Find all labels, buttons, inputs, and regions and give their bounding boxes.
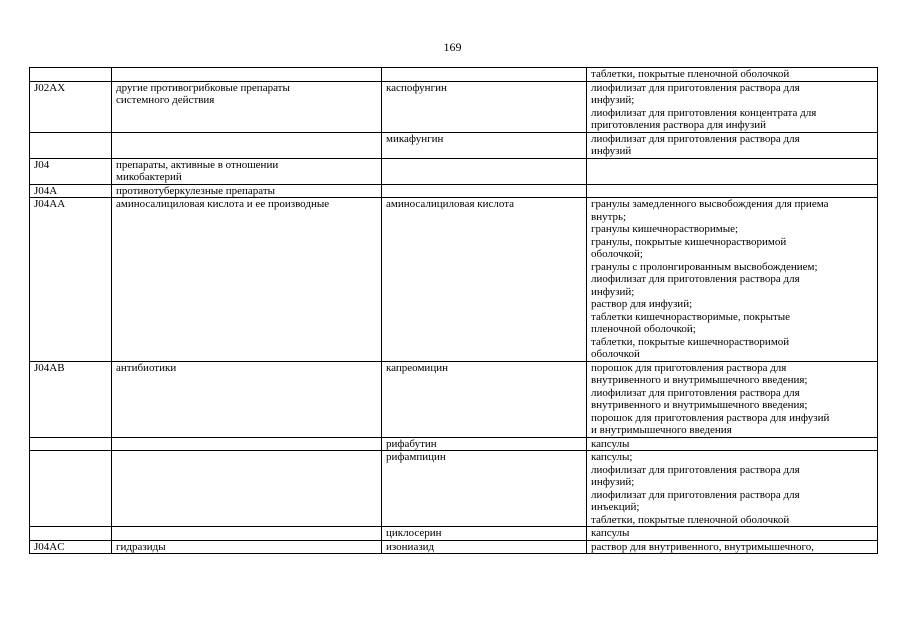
dosage-form-cell-line: капсулы; (591, 451, 633, 463)
dosage-form-cell-line: гранулы кишечнорастворимые; (591, 223, 739, 235)
dosage-form-cell-line: лиофилизат для приготовления раствора для (591, 132, 800, 145)
dosage-form-cell-line: инфузий (591, 145, 632, 157)
dosage-form-cell-line: таблетки кишечнорастворимые, покрытые (591, 310, 791, 323)
dosage-form-cell-line: инфузий; (591, 285, 635, 298)
drug-name-cell: микафунгин (382, 132, 587, 158)
pharm-group-cell-line: другие противогрибковые препараты (116, 81, 290, 94)
atc-code-cell (30, 68, 112, 82)
pharm-group-cell (112, 68, 382, 82)
atc-code-cell: J04 (30, 158, 112, 184)
pharm-group-cell (112, 451, 382, 527)
table-row (30, 132, 878, 158)
dosage-form-cell-line: капсулы (591, 437, 630, 450)
pharm-group-cell (112, 527, 382, 541)
dosage-form-cell (587, 527, 878, 541)
dosage-form-cell-line: внутривенного и внутримышечного введения; (591, 399, 808, 411)
table-body (30, 68, 878, 554)
dosage-form-cell-line: гранулы замедленного высвобождения для приема (591, 198, 829, 210)
drug-name-cell: рифабутин (382, 437, 587, 451)
dosage-form-cell-line: лиофилизат для приготовления раствора для (591, 386, 800, 399)
dosage-form-cell-line: оболочкой; (591, 248, 643, 260)
dosage-form-cell (587, 361, 878, 437)
dosage-form-cell (587, 451, 878, 527)
atc-code-cell: J04AB (30, 361, 112, 437)
pharm-group-cell (112, 184, 382, 198)
pharm-group-cell (112, 132, 382, 158)
dosage-form-cell-line: приготовления раствора для инфузий (591, 119, 766, 131)
dosage-form-cell-line: таблетки, покрытые пленочной оболочкой (591, 513, 790, 526)
dosage-form-cell-line: инъекций; (591, 501, 640, 513)
drug-classification-table (29, 67, 878, 554)
dosage-form-cell (587, 540, 878, 554)
pharm-group-cell (112, 361, 382, 437)
dosage-form-cell-line: и внутримышечного введения (591, 424, 732, 436)
dosage-form-cell (587, 68, 878, 82)
atc-code-cell (30, 132, 112, 158)
dosage-form-cell-line: порошок для приготовления раствора для (591, 361, 787, 374)
table-row (30, 540, 878, 554)
drug-name-cell (382, 158, 587, 184)
pharm-group-cell (112, 437, 382, 451)
dosage-form-cell-line: раствор для внутривенного, внутримышечного, (591, 540, 815, 553)
pharm-group-cell-line: противотуберкулезные препараты (116, 184, 276, 197)
pharm-group-cell-line: гидразиды (116, 540, 166, 553)
table-row (30, 184, 878, 198)
drug-name-cell: циклосерин (382, 527, 587, 541)
dosage-form-cell (587, 132, 878, 158)
dosage-form-cell-line: оболочкой (591, 348, 640, 360)
table-row (30, 437, 878, 451)
atc-code-cell (30, 451, 112, 527)
dosage-form-cell (587, 81, 878, 132)
table-row (30, 68, 878, 82)
dosage-form-cell-line: таблетки, покрытые пленочной оболочкой (591, 68, 790, 80)
table-row (30, 361, 878, 437)
drug-name-cell: рифампицин (382, 451, 587, 527)
atc-code-cell (30, 437, 112, 451)
pharm-group-cell (112, 540, 382, 554)
dosage-form-cell-line: лиофилизат для приготовления раствора для (591, 463, 800, 476)
atc-code-cell: J02AX (30, 81, 112, 132)
pharm-group-cell (112, 198, 382, 362)
pharm-group-cell (112, 81, 382, 132)
drug-name-cell: аминосалициловая кислота (382, 198, 587, 362)
table-row (30, 451, 878, 527)
dosage-form-cell-line: гранулы, покрытые кишечнорастворимой (591, 235, 787, 248)
dosage-form-cell-line: пленочной оболочкой; (591, 323, 696, 335)
page-number: 169 (443, 40, 462, 54)
drug-name-cell: капреомицин (382, 361, 587, 437)
dosage-form-cell-line: лиофилизат для приготовления концентрата для (591, 106, 817, 119)
dosage-form-cell (587, 437, 878, 451)
drug-name-cell: изониазид (382, 540, 587, 554)
atc-code-cell (30, 527, 112, 541)
table-row (30, 527, 878, 541)
pharm-group-cell-line: микобактерий (116, 171, 182, 183)
atc-code-cell: J04A (30, 184, 112, 198)
drug-name-cell (382, 68, 587, 82)
pharm-group-cell-line: системного действия (116, 94, 215, 106)
dosage-form-cell (587, 198, 878, 362)
table-row (30, 158, 878, 184)
dosage-form-cell-line: лиофилизат для приготовления раствора для (591, 273, 800, 285)
table-row (30, 198, 878, 362)
table-row (30, 81, 878, 132)
atc-code-cell: J04AA (30, 198, 112, 362)
dosage-form-cell-line: лиофилизат для приготовления раствора для (591, 488, 800, 501)
drug-name-cell: каспофунгин (382, 81, 587, 132)
dosage-form-cell-line: лиофилизат для приготовления раствора для (591, 81, 800, 94)
dosage-form-cell-line: капсулы (591, 527, 630, 539)
dosage-form-cell-line: таблетки, покрытые кишечнорастворимой (591, 335, 790, 348)
drug-name-cell (382, 184, 587, 198)
dosage-form-cell (587, 184, 878, 198)
pharm-group-cell-line: аминосалициловая кислота и ее производные (116, 198, 330, 210)
pharm-group-cell-line: антибиотики (116, 361, 177, 374)
dosage-form-cell-line: внутривенного и внутримышечного введения; (591, 374, 808, 386)
atc-code-cell: J04AC (30, 540, 112, 554)
dosage-form-cell-line: гранулы с пролонгированным высвобождением; (591, 260, 818, 273)
dosage-form-cell (587, 158, 878, 184)
pharm-group-cell (112, 158, 382, 184)
dosage-form-cell-line: порошок для приготовления раствора для инфузий (591, 411, 830, 424)
dosage-form-cell-line: внутрь; (591, 210, 627, 223)
pharm-group-cell-line: препараты, активные в отношении (116, 158, 279, 171)
dosage-form-cell-line: инфузий; (591, 94, 635, 106)
dosage-form-cell-line: инфузий; (591, 476, 635, 488)
dosage-form-cell-line: раствор для инфузий; (591, 298, 693, 310)
